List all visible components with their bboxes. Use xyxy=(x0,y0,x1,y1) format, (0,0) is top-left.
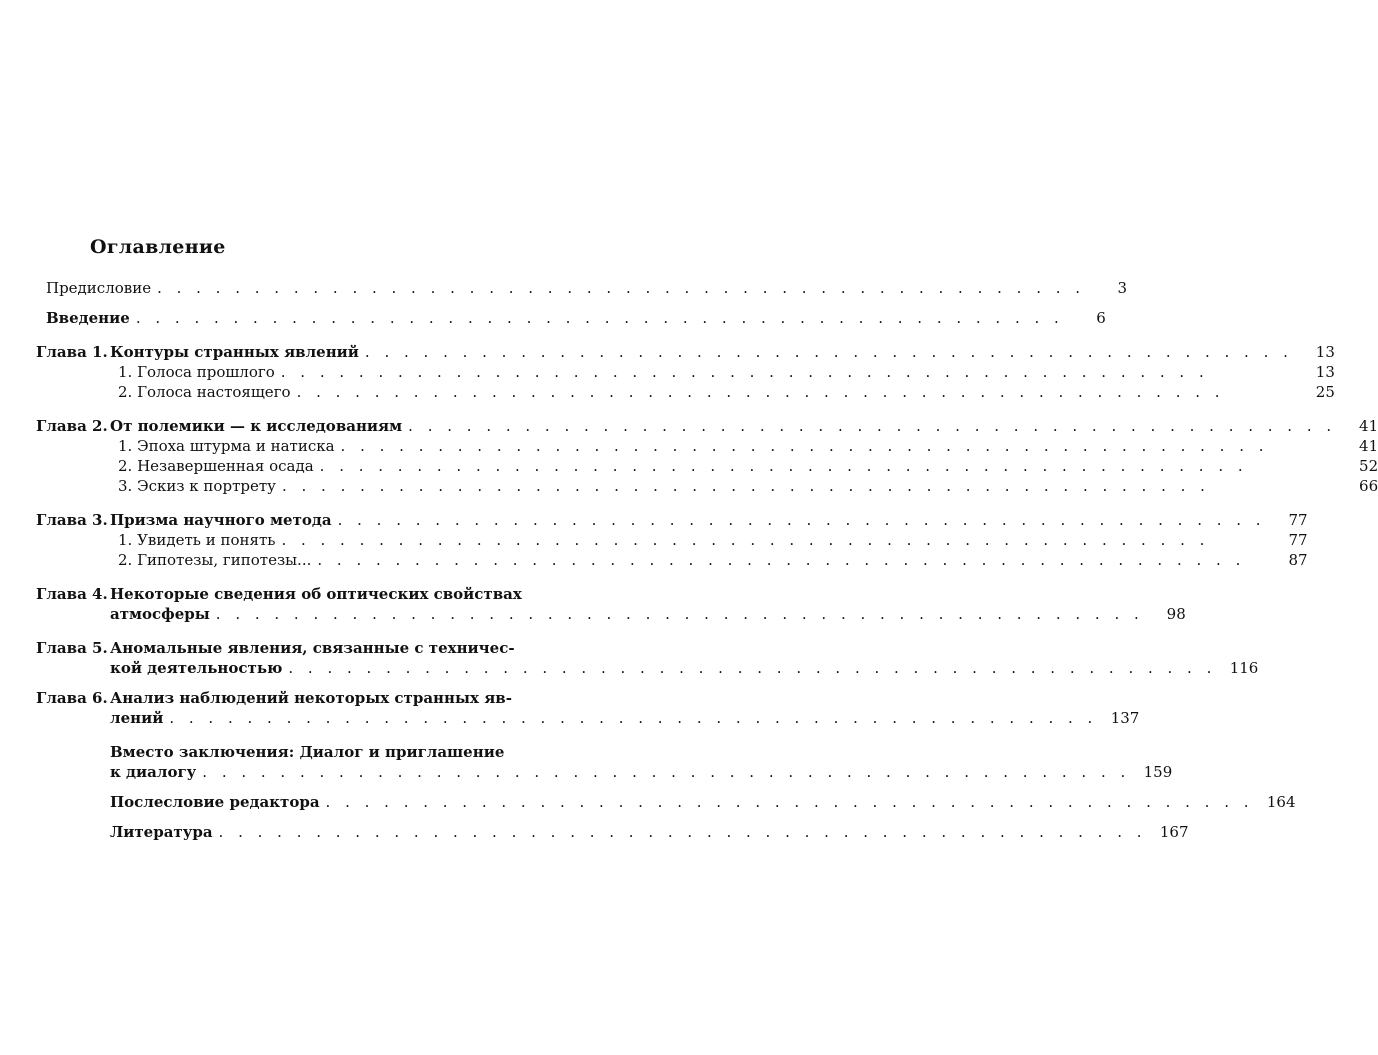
page-number: 87 xyxy=(1288,551,1308,569)
section-entry: 1. Эпоха штурма и натиска . . . 41 xyxy=(118,436,1378,456)
page-number: 116 xyxy=(1229,659,1259,677)
leader-dots xyxy=(216,604,1144,624)
section-entry: 2. Гипотезы, гипотезы... . . . 87 xyxy=(118,550,1308,570)
toc-chapter-1 xyxy=(36,342,1335,402)
chapter-title: Контуры странных явлений xyxy=(110,343,359,361)
section-entry: 2. Незавершенная осада . . . 52 xyxy=(118,456,1378,476)
toc-entry-literature xyxy=(36,822,1189,842)
leader-dots xyxy=(288,658,1216,678)
page-number: 159 xyxy=(1143,763,1173,781)
leader-dots xyxy=(136,308,1064,328)
toc-entry-introduction xyxy=(36,308,1106,328)
toc-entry-afterword xyxy=(36,792,1296,812)
toc-chapter-6 xyxy=(36,688,1140,728)
chapter-label: Глава 3. xyxy=(36,511,108,529)
page-number: 98 xyxy=(1166,605,1186,623)
leader-dots xyxy=(281,362,1293,382)
chapter-title-continued: лений xyxy=(110,709,164,727)
page-number: 167 xyxy=(1159,823,1189,841)
page-number: 52 xyxy=(1359,457,1378,475)
page-number: 77 xyxy=(1288,531,1308,549)
chapter-label: Глава 6. xyxy=(36,689,108,707)
toc-entry-conclusion xyxy=(36,742,1173,782)
section-entry: 1. Голоса прошлого . . . 13 xyxy=(118,362,1335,382)
chapter-title-continued: атмосферы xyxy=(110,605,210,623)
toc-chapter-2 xyxy=(36,416,1378,496)
section-entry: 3. Эскиз к портрету . . . 66 xyxy=(118,476,1378,496)
page-number: 13 xyxy=(1315,363,1335,381)
page-number: 6 xyxy=(1096,309,1106,327)
entry-title: Послесловие редактора xyxy=(110,793,320,811)
entry-title-continued: к диалогу xyxy=(110,763,197,781)
page-number: 164 xyxy=(1266,793,1296,811)
chapter-title: Призма научного метода xyxy=(110,511,332,529)
chapter-title: Аномальные явления, связанные с техничес- xyxy=(110,639,515,657)
leader-dots xyxy=(282,476,1336,496)
page-number: 137 xyxy=(1110,709,1140,727)
leader-dots xyxy=(219,822,1147,842)
chapter-title: От полемики — к исследованиям xyxy=(110,417,403,435)
chapter-label: Глава 5. xyxy=(36,639,108,657)
toc-chapter-3 xyxy=(36,510,1308,570)
section-entry: 1. Увидеть и понять . . . 77 xyxy=(118,530,1308,550)
leader-dots xyxy=(326,792,1254,812)
page-number: 41 xyxy=(1359,437,1378,455)
page-number: 25 xyxy=(1315,383,1335,401)
toc-chapter-5 xyxy=(36,638,1259,678)
page-number: 77 xyxy=(1288,511,1308,529)
chapter-title: Некоторые сведения об оптических свойствах xyxy=(110,585,522,603)
leader-dots xyxy=(408,416,1336,436)
leader-dots xyxy=(365,342,1293,362)
page-title: Оглавление xyxy=(90,236,226,258)
entry-title: Предисловие xyxy=(46,279,152,297)
leader-dots xyxy=(202,762,1130,782)
leader-dots xyxy=(320,456,1336,476)
page-number: 3 xyxy=(1117,279,1128,297)
page-number: 41 xyxy=(1359,417,1378,435)
chapter-title: Анализ наблюдений некоторых странных яв- xyxy=(110,689,512,707)
chapter-label: Глава 2. xyxy=(36,417,108,435)
leader-dots xyxy=(338,510,1266,530)
leader-dots xyxy=(157,278,1085,298)
chapter-label: Глава 4. xyxy=(36,585,108,603)
chapter-title-continued: кой деятельностью xyxy=(110,659,283,677)
leader-dots xyxy=(341,436,1337,456)
toc-entry-preface xyxy=(36,278,1128,298)
page-number: 66 xyxy=(1359,477,1378,495)
section-entry: 2. Голоса настоящего . . . 25 xyxy=(118,382,1335,402)
leader-dots xyxy=(297,382,1293,402)
leader-dots xyxy=(281,530,1265,550)
leader-dots xyxy=(317,550,1265,570)
toc-chapter-4 xyxy=(36,584,1186,624)
entry-title: Литература xyxy=(110,823,213,841)
table-of-contents xyxy=(36,278,1378,842)
page-number: 13 xyxy=(1315,343,1335,361)
entry-title: Введение xyxy=(46,309,130,327)
chapter-label: Глава 1. xyxy=(36,343,108,361)
entry-title: Вместо заключения: Диалог и приглашение xyxy=(110,743,505,761)
leader-dots xyxy=(169,708,1097,728)
